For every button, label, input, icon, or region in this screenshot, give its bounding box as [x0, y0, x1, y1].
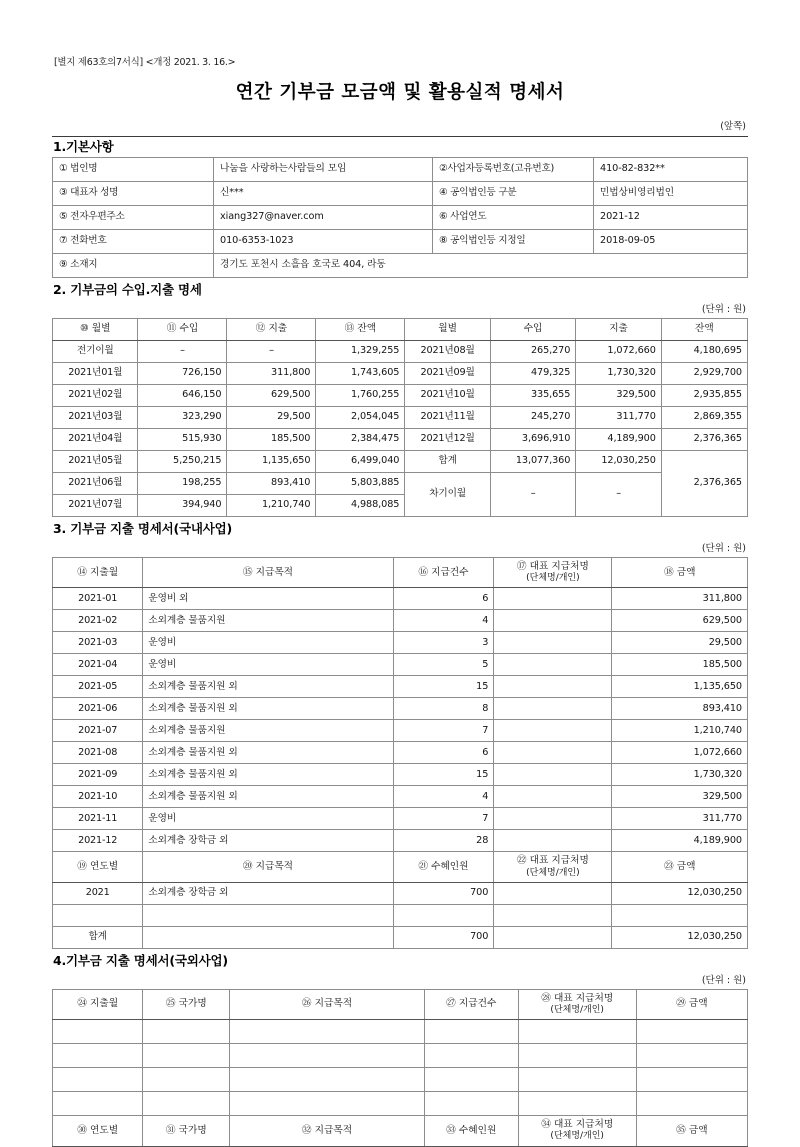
- flow-income: 5,250,215: [138, 451, 227, 473]
- dom-purpose: 소외계층 장학금 외: [143, 830, 393, 852]
- yearly-beneficiaries: 700: [393, 882, 494, 904]
- section-domestic-expenditure: [52, 519, 748, 949]
- basic-label-biz-reg-no: ②사업자등록번호(고유번호): [433, 158, 594, 182]
- yearly-beneficiaries: [393, 904, 494, 926]
- dom-purpose: 운영비: [143, 808, 393, 830]
- col-header-ovs-yearly-country: ㉛ 국가명: [143, 1116, 230, 1146]
- basic-label-corp-type: ④ 공익법인등 구분: [433, 182, 594, 206]
- col-header-ovs-year: ㉚ 연도별: [53, 1116, 143, 1146]
- basic-label-phone: ⑦ 전화번호: [53, 230, 214, 254]
- ovs-payee: [518, 1020, 636, 1044]
- dom-amount: 4,189,900: [612, 830, 748, 852]
- ovs-month: [53, 1020, 143, 1044]
- flow-balance: 1,329,255: [316, 341, 405, 363]
- ovs-count: [424, 1020, 518, 1044]
- flow-balance: 4,988,085: [316, 495, 405, 517]
- table-row: [53, 363, 748, 385]
- section3-unit-note: (단위 : 원): [701, 543, 746, 554]
- col-header-year: ⑲ 연도별: [53, 852, 143, 882]
- flow-balance: 1,743,605: [316, 363, 405, 385]
- table-row: [53, 1044, 748, 1068]
- flow-expense-r: 1,072,660: [576, 341, 661, 363]
- col-header-ovs-amount: ㉙ 금액: [636, 989, 747, 1019]
- table-row: [53, 764, 748, 786]
- basic-info-table: [52, 157, 748, 278]
- dom-amount: 1,730,320: [612, 764, 748, 786]
- flow-carryover-income-r: –: [490, 473, 575, 517]
- flow-expense: 893,410: [227, 473, 316, 495]
- dom-month: 2021-04: [53, 654, 143, 676]
- flow-balance: 1,760,255: [316, 385, 405, 407]
- flow-month-r: 2021년08월: [405, 341, 490, 363]
- section-basic-info: [52, 136, 748, 278]
- domestic-expenditure-table: [52, 557, 748, 949]
- ovs-amount: [636, 1092, 747, 1116]
- flow-income-r: 265,270: [490, 341, 575, 363]
- col-header-ovs-payee-main: ㉘ 대표 지급처명: [541, 992, 614, 1004]
- col-header-month-left: ⑩ 월별: [53, 319, 138, 341]
- ovs-count: [424, 1044, 518, 1068]
- col-header-expense-right: 지출: [576, 319, 661, 341]
- dom-payee: [494, 742, 612, 764]
- table-row: [53, 720, 748, 742]
- flow-expense: 311,800: [227, 363, 316, 385]
- table-row: [53, 451, 748, 473]
- col-header-expense-month: ⑭ 지출월: [53, 558, 143, 588]
- flow-balance-r: 2,869,355: [661, 407, 747, 429]
- basic-value-corp-name: 나눔을 사랑하는사람들의 모임: [214, 158, 433, 182]
- basic-value-email: xiang327@naver.com: [214, 206, 433, 230]
- total-payee: [494, 926, 612, 948]
- flow-month-r: 2021년09월: [405, 363, 490, 385]
- col-header-ovs-yearly-payee-main: ㉞ 대표 지급처명: [541, 1119, 614, 1131]
- dom-month: 2021-06: [53, 698, 143, 720]
- flow-income-r: 3,696,910: [490, 429, 575, 451]
- basic-value-biz-reg-no: 410-82-832**: [594, 158, 748, 182]
- ovs-count: [424, 1092, 518, 1116]
- col-header-beneficiaries: ㉑ 수혜인원: [393, 852, 494, 882]
- table-row: [53, 206, 748, 230]
- basic-label-designation-date: ⑧ 공익법인등 지정일: [433, 230, 594, 254]
- col-header-ovs-month: ㉔ 지출월: [53, 989, 143, 1019]
- flow-month-r: 2021년12월: [405, 429, 490, 451]
- ovs-count: [424, 1068, 518, 1092]
- ovs-country: [143, 1068, 230, 1092]
- flow-balance: 5,803,885: [316, 473, 405, 495]
- dom-purpose: 소외계층 물품지원 외: [143, 676, 393, 698]
- col-header-month-right: 월별: [405, 319, 490, 341]
- section3-title: 3. 기부금 지출 명세서(국내사업): [53, 521, 233, 536]
- dom-count: 4: [393, 610, 494, 632]
- flow-balance-r: 4,180,695: [661, 341, 747, 363]
- dom-purpose: 소외계층 물품지원: [143, 610, 393, 632]
- table-row: [53, 1092, 748, 1116]
- flow-expense-r: 311,770: [576, 407, 661, 429]
- dom-month: 2021-11: [53, 808, 143, 830]
- flow-expense: 1,210,740: [227, 495, 316, 517]
- dom-amount: 1,072,660: [612, 742, 748, 764]
- col-header-ovs-payee: [518, 989, 636, 1019]
- basic-value-ceo-name: 신***: [214, 182, 433, 206]
- col-header-ovs-beneficiaries: ㉝ 수혜인원: [424, 1116, 518, 1146]
- dom-month: 2021-12: [53, 830, 143, 852]
- dom-count: 5: [393, 654, 494, 676]
- col-header-ovs-count: ㉗ 지급건수: [424, 989, 518, 1019]
- dom-purpose: 소외계층 물품지원 외: [143, 786, 393, 808]
- dom-payee: [494, 698, 612, 720]
- ovs-amount: [636, 1068, 747, 1092]
- flow-month: 2021년04월: [53, 429, 138, 451]
- flow-income: 198,255: [138, 473, 227, 495]
- col-header-count: ⑯ 지급건수: [393, 558, 494, 588]
- dom-payee: [494, 830, 612, 852]
- dom-count: 3: [393, 632, 494, 654]
- ovs-amount: [636, 1044, 747, 1068]
- table-row: [53, 808, 748, 830]
- dom-amount: 1,135,650: [612, 676, 748, 698]
- section2-title: 2. 기부금의 수입.지출 명세: [53, 282, 202, 297]
- basic-value-phone: 010-6353-1023: [214, 230, 433, 254]
- flow-balance: 2,054,045: [316, 407, 405, 429]
- dom-count: 15: [393, 676, 494, 698]
- yearly-year: 2021: [53, 882, 143, 904]
- table-row: [53, 830, 748, 852]
- dom-amount: 185,500: [612, 654, 748, 676]
- overseas-expenditure-table: [52, 989, 748, 1147]
- table-row: [53, 742, 748, 764]
- table-row: [53, 1020, 748, 1044]
- flow-month-r: 2021년11월: [405, 407, 490, 429]
- flow-balance-r: 2,929,700: [661, 363, 747, 385]
- flow-expense: 629,500: [227, 385, 316, 407]
- col-header-income-right: 수입: [490, 319, 575, 341]
- ovs-country: [143, 1044, 230, 1068]
- table-row: [53, 158, 748, 182]
- flow-month-r: 2021년10월: [405, 385, 490, 407]
- dom-amount: 29,500: [612, 632, 748, 654]
- ovs-country: [143, 1092, 230, 1116]
- dom-payee: [494, 808, 612, 830]
- table-row: [53, 588, 748, 610]
- basic-value-designation-date: 2018-09-05: [594, 230, 748, 254]
- flow-month: 전기이월: [53, 341, 138, 363]
- ovs-month: [53, 1068, 143, 1092]
- form-code: [별지 제63호의7서식] <개정 2021. 3. 16.>: [54, 57, 236, 68]
- col-header-expense-left: ⑫ 지출: [227, 319, 316, 341]
- dom-payee: [494, 786, 612, 808]
- section4-unit-note: (단위 : 원): [701, 974, 746, 986]
- col-header-purpose: ⑮ 지급목적: [143, 558, 393, 588]
- table-row: [53, 786, 748, 808]
- dom-purpose: 운영비: [143, 632, 393, 654]
- flow-month: 2021년03월: [53, 407, 138, 429]
- basic-value-corp-type: 민법상비영리법인: [594, 182, 748, 206]
- table-row: [53, 429, 748, 451]
- ovs-month: [53, 1044, 143, 1068]
- flow-month: 2021년05월: [53, 451, 138, 473]
- yearly-purpose: 소외계층 장학금 외: [143, 882, 393, 904]
- table-header-row-yearly: [53, 852, 748, 882]
- ovs-month: [53, 1092, 143, 1116]
- flow-expense-r: 329,500: [576, 385, 661, 407]
- dom-month: 2021-08: [53, 742, 143, 764]
- col-header-yearly-payee: [494, 852, 612, 882]
- table-header-row: [53, 989, 748, 1019]
- flow-expense: 185,500: [227, 429, 316, 451]
- dom-month: 2021-09: [53, 764, 143, 786]
- flow-month: 2021년02월: [53, 385, 138, 407]
- table-row: [53, 654, 748, 676]
- ovs-payee: [518, 1068, 636, 1092]
- table-header-row: [53, 319, 748, 341]
- dom-purpose: 소외계층 물품지원: [143, 720, 393, 742]
- flow-income-r: 245,270: [490, 407, 575, 429]
- flow-income: 323,290: [138, 407, 227, 429]
- col-header-ovs-yearly-purpose: ㉜ 지급목적: [230, 1116, 425, 1146]
- col-header-yearly-payee-sub: (단체명/개인): [526, 867, 580, 878]
- table-row: [53, 610, 748, 632]
- yearly-year: [53, 904, 143, 926]
- yearly-purpose: [143, 904, 393, 926]
- yearly-amount: 12,030,250: [612, 882, 748, 904]
- section4-title: 4.기부금 지출 명세서(국외사업): [53, 952, 228, 968]
- flow-income-r: 335,655: [490, 385, 575, 407]
- dom-purpose: 소외계층 물품지원 외: [143, 764, 393, 786]
- section1-title: 1.기본사항: [53, 139, 114, 154]
- flow-month: 2021년01월: [53, 363, 138, 385]
- dom-month: 2021-01: [53, 588, 143, 610]
- col-header-yearly-amount: ㉓ 금액: [612, 852, 748, 882]
- flow-balance-r: 2,376,365: [661, 429, 747, 451]
- table-row: [53, 632, 748, 654]
- flow-month: 2021년07월: [53, 495, 138, 517]
- dom-count: 8: [393, 698, 494, 720]
- basic-label-ceo-name: ③ 대표자 성명: [53, 182, 214, 206]
- flow-carryover-label-r: 차기이월: [405, 473, 490, 517]
- dom-purpose: 운영비: [143, 654, 393, 676]
- yearly-payee: [494, 904, 612, 926]
- basic-value-fiscal-year: 2021-12: [594, 206, 748, 230]
- flow-income: 726,150: [138, 363, 227, 385]
- flow-total-label-r: 합계: [405, 451, 490, 473]
- dom-count: 4: [393, 786, 494, 808]
- flow-balance: 6,499,040: [316, 451, 405, 473]
- flow-total-income-r: 13,077,360: [490, 451, 575, 473]
- section-overseas-expenditure: [52, 951, 748, 1147]
- table-row: [53, 698, 748, 720]
- flow-expense: –: [227, 341, 316, 363]
- dom-purpose: 운영비 외: [143, 588, 393, 610]
- col-header-ovs-yearly-amount: ㉟ 금액: [636, 1116, 747, 1146]
- flow-total-expense-r: 12,030,250: [576, 451, 661, 473]
- basic-label-fiscal-year: ⑥ 사업연도: [433, 206, 594, 230]
- col-header-ovs-country: ㉕ 국가명: [143, 989, 230, 1019]
- col-header-ovs-payee-sub: (단체명/개인): [550, 1004, 604, 1015]
- col-header-income-left: ⑪ 수입: [138, 319, 227, 341]
- total-label: 합계: [53, 926, 143, 948]
- dom-count: 6: [393, 742, 494, 764]
- col-header-payee-main: ⑰ 대표 지급처명: [516, 561, 589, 572]
- ovs-amount: [636, 1020, 747, 1044]
- total-amount: 12,030,250: [612, 926, 748, 948]
- dom-month: 2021-05: [53, 676, 143, 698]
- col-header-balance-right: 잔액: [661, 319, 747, 341]
- page-title: 연간 기부금 모금액 및 활용실적 명세서: [235, 82, 565, 103]
- table-row: [53, 1068, 748, 1092]
- flow-expense: 29,500: [227, 407, 316, 429]
- table-row: [53, 676, 748, 698]
- dom-payee: [494, 764, 612, 786]
- flow-expense-r: 1,730,320: [576, 363, 661, 385]
- flow-income: 515,930: [138, 429, 227, 451]
- ovs-country: [143, 1020, 230, 1044]
- dom-month: 2021-03: [53, 632, 143, 654]
- yearly-payee: [494, 882, 612, 904]
- dom-payee: [494, 632, 612, 654]
- dom-amount: 311,770: [612, 808, 748, 830]
- ovs-purpose: [230, 1020, 425, 1044]
- table-row: [53, 230, 748, 254]
- col-header-yearly-purpose: ⑳ 지급목적: [143, 852, 393, 882]
- total-purpose: [143, 926, 393, 948]
- dom-count: 28: [393, 830, 494, 852]
- basic-label-email: ⑤ 전자우편주소: [53, 206, 214, 230]
- dom-count: 7: [393, 720, 494, 742]
- flow-carryover-expense-r: –: [576, 473, 661, 517]
- ovs-payee: [518, 1092, 636, 1116]
- dom-payee: [494, 720, 612, 742]
- dom-payee: [494, 676, 612, 698]
- ovs-purpose: [230, 1044, 425, 1068]
- dom-amount: 629,500: [612, 610, 748, 632]
- dom-purpose: 소외계층 물품지원 외: [143, 698, 393, 720]
- flow-expense-r: 4,189,900: [576, 429, 661, 451]
- table-row: [53, 882, 748, 904]
- dom-amount: 329,500: [612, 786, 748, 808]
- dom-amount: 311,800: [612, 588, 748, 610]
- flow-carryover-balance-r: 2,376,365: [661, 451, 747, 517]
- flow-income-r: 479,325: [490, 363, 575, 385]
- col-header-payee: [494, 558, 612, 588]
- dom-month: 2021-02: [53, 610, 143, 632]
- section-income-expense: [52, 280, 748, 517]
- flow-balance-r: 2,935,855: [661, 385, 747, 407]
- dom-count: 7: [393, 808, 494, 830]
- dom-count: 6: [393, 588, 494, 610]
- flow-income: 646,150: [138, 385, 227, 407]
- col-header-amount: ⑱ 금액: [612, 558, 748, 588]
- table-row: [53, 385, 748, 407]
- dom-payee: [494, 654, 612, 676]
- page-side-note: (앞쪽): [720, 121, 746, 132]
- table-row: [53, 473, 748, 495]
- section2-unit-note: (단위 : 원): [701, 304, 746, 315]
- basic-label-address: ⑨ 소재지: [53, 254, 214, 278]
- ovs-payee: [518, 1044, 636, 1068]
- table-row: [53, 254, 748, 278]
- col-header-payee-sub: (단체명/개인): [526, 573, 580, 584]
- dom-payee: [494, 610, 612, 632]
- table-row: [53, 341, 748, 363]
- dom-purpose: 소외계층 물품지원 외: [143, 742, 393, 764]
- col-header-balance-left: ⑬ 잔액: [316, 319, 405, 341]
- table-row-total: [53, 926, 748, 948]
- table-row: [53, 904, 748, 926]
- flow-income: –: [138, 341, 227, 363]
- col-header-ovs-purpose: ㉖ 지급목적: [230, 989, 425, 1019]
- flow-income: 394,940: [138, 495, 227, 517]
- col-header-yearly-payee-main: ㉒ 대표 지급처명: [516, 855, 589, 867]
- dom-month: 2021-07: [53, 720, 143, 742]
- col-header-ovs-yearly-payee-sub: (단체명/개인): [550, 1131, 604, 1142]
- ovs-purpose: [230, 1068, 425, 1092]
- dom-amount: 893,410: [612, 698, 748, 720]
- flow-expense: 1,135,650: [227, 451, 316, 473]
- table-header-row: [53, 558, 748, 588]
- flow-balance: 2,384,475: [316, 429, 405, 451]
- dom-amount: 1,210,740: [612, 720, 748, 742]
- basic-value-address: 경기도 포천시 소흘읍 호국로 404, 라동: [214, 254, 748, 278]
- basic-label-corp-name: ① 법인명: [53, 158, 214, 182]
- table-row: [53, 182, 748, 206]
- ovs-purpose: [230, 1092, 425, 1116]
- dom-count: 15: [393, 764, 494, 786]
- table-row: [53, 407, 748, 429]
- flow-month: 2021년06월: [53, 473, 138, 495]
- income-expense-table: [52, 318, 748, 517]
- yearly-amount: [612, 904, 748, 926]
- dom-payee: [494, 588, 612, 610]
- total-beneficiaries: 700: [393, 926, 494, 948]
- dom-month: 2021-10: [53, 786, 143, 808]
